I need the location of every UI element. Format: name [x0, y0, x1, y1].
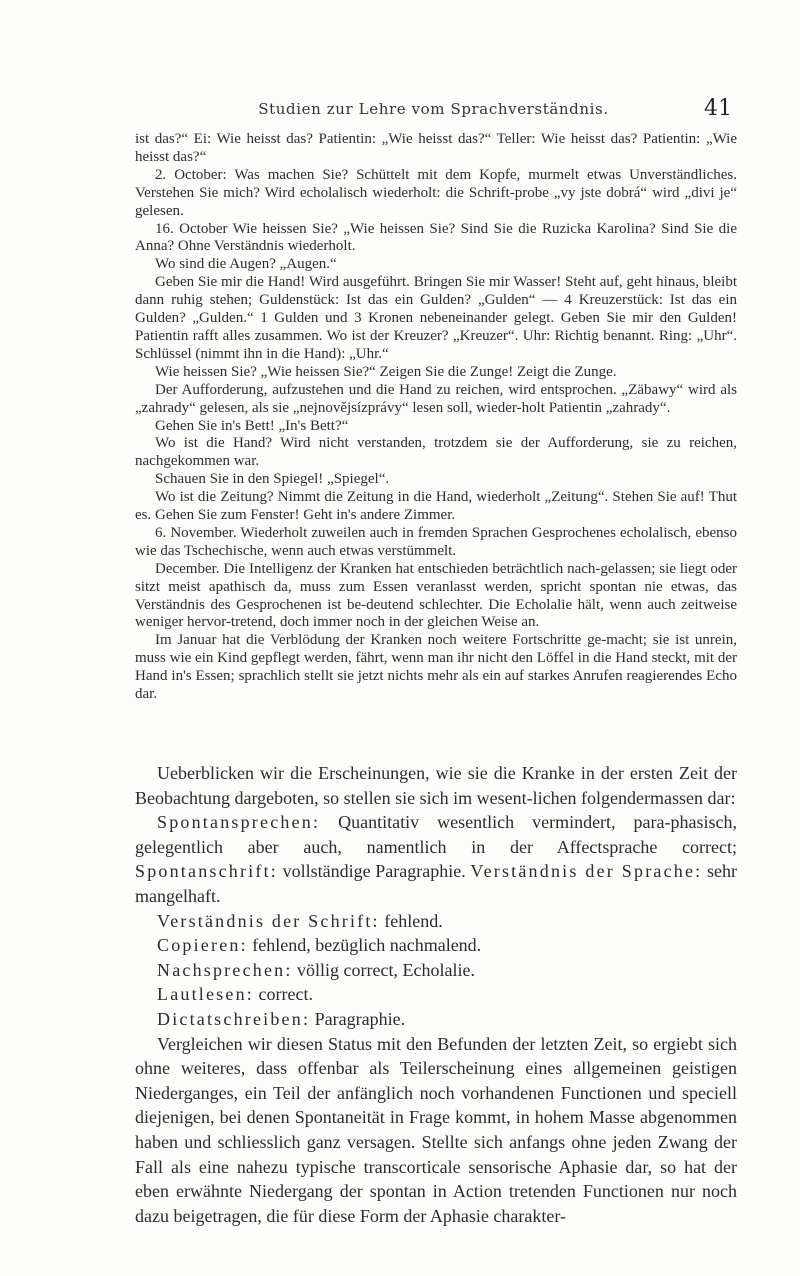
status-term: Nachsprechen:: [157, 959, 293, 980]
status-item: [135, 810, 737, 908]
case-note-paragraph: Im Januar hat die Verblödung der Kranken noch weitere Fortschritte ge-macht; sie ist unrein, muss wie ein Kind gepflegt werden, fährt, wenn man ihr nicht den Löffel in die Hand steckt, mit der Hand in's Essen; sprachlich stellt sie jetzt nichts mehr als ein auf starkes Anrufen reagierendes Echo dar.: [135, 632, 737, 703]
case-notes: [135, 131, 737, 704]
case-note-paragraph: Wo ist die Zeitung? Nimmt die Zeitung in die Hand, wiederholt „Zeitung“. Stehen Sie auf! Thut es. Gehen Sie zum Fenster! Geht in's andere Zimmer.: [135, 489, 737, 524]
status-value: völlig correct, Echolalie.: [297, 959, 475, 980]
status-term: Verständnis der Schrift:: [157, 910, 380, 931]
page-number: 41: [704, 96, 732, 121]
summary-closing: Vergleichen wir diesen Status mit den Befunden der letzten Zeit, so ergiebt sich ohne weiteres, dass offenbar als Teilerscheinung eines allgemeinen geistigen Niederganges, ein Teil der anfänglich noch vorhandenen Functionen und speciell diejenigen, bei denen Spontaneität in Frage kommt, in hohem Masse abgenommen haben und schliesslich ganz versagen. Stellte sich anfangs ohne jeden Zwang der Fall als eine nahezu typische transcorticale sensorische Aphasie dar, so hat der eben erwähnte Niedergang der spontan in Action tretenden Functionen nur noch dazu beigetragen, die für diese Form der Aphasie charakter-: [135, 1033, 737, 1226]
case-note-paragraph: December. Die Intelligenz der Kranken hat entschieden beträchtlich nach-gelassen; sie liegt oder sitzt meist apathisch da, muss zum Essen veranlasst werden, spricht spontan nie etwas, das Verständnis des Gesprochenen ist be-deutend schlechter. Die Echolalie hält, wenn auch zeitweise weniger hervor-tretend, doch immer noch in der gleichen Weise an.: [135, 560, 737, 631]
case-note-paragraph: 6. November. Wiederholt zuweilen auch in fremden Sprachen Gesprochenes echolalisch, ebenso wie das Tschechische, wenn auch etwas verstümmelt.: [135, 524, 737, 559]
status-value: correct.: [258, 984, 313, 1005]
running-head: Studien zur Lehre vom Sprachverständnis.: [258, 100, 609, 118]
status-item: [135, 982, 737, 1007]
status-term: Copieren:: [157, 935, 248, 956]
summary-intro: Ueberblicken wir die Erscheinungen, wie sie die Kranke in der ersten Zeit der Beobachtung dargeboten, so stellen sie sich im wesent-lichen folgendermassen dar:: [135, 763, 737, 808]
status-term: Lautlesen:: [157, 984, 254, 1005]
status-value: sehr mangelhaft.: [135, 861, 738, 906]
case-note-paragraph: Wie heissen Sie? „Wie heissen Sie?“ Zeigen Sie die Zunge! Zeigt die Zunge.: [155, 363, 617, 380]
status-term: Verständnis der Sprache:: [470, 861, 703, 882]
status-item: [135, 1007, 737, 1032]
page-header: [135, 96, 732, 124]
status-term: Spontanschrift:: [135, 861, 278, 882]
status-term: Dictatschreiben:: [157, 1008, 311, 1029]
status-item: [135, 958, 737, 983]
status-value: Quantitativ wesentlich vermindert, para-phasisch, gelegentlich aber auch, namentlich in der Affectsprache correct;: [135, 812, 737, 857]
case-note-paragraph: Geben Sie mir die Hand! Wird ausgeführt. Bringen Sie mir Wasser! Steht auf, geht hinaus, bleibt dann ruhig stehen; Guldenstück: Ist das ein Gulden? „Gulden“ — 4 Kreuzerstück: Ist das ein Gulden? „Gulden.“ 1 Gulden und 3 Kronen nebeneinander gelegt. Geben Sie mir den Gulden! Patientin rafft alles zusammen. Wo ist der Kreuzer? „Kreuzer“. Uhr: Richtig benannt. Ring: „Uhr“. Schlüssel (nimmt ihn in die Hand): „Uhr.“: [135, 274, 737, 362]
case-note-paragraph: Schauen Sie in den Spiegel! „Spiegel“.: [155, 471, 390, 488]
summary-section: [135, 761, 737, 1228]
case-note-paragraph: Wo sind die Augen? „Augen.“: [155, 256, 337, 273]
status-value: fehlend.: [384, 910, 443, 931]
case-note-paragraph: Gehen Sie in's Bett! „In's Bett?“: [155, 417, 349, 434]
status-value: vollständige Paragraphie.: [282, 861, 466, 882]
case-note-paragraph: Wo ist die Hand? Wird nicht verstanden, trotzdem sie der Aufforderung, sie zu reichen, nachgekommen war.: [135, 435, 737, 470]
status-value: fehlend, bezüglich nachmalend.: [252, 935, 482, 956]
case-note-paragraph: Der Aufforderung, aufzustehen und die Hand zu reichen, wird entsprochen. „Zäbawy“ wird als „zahrady“ gelesen, als sie „nejnovějsízprávy“ lesen soll, wieder-holt Patientin „zahrady“.: [135, 381, 737, 416]
case-note-paragraph: ist das?“ Ei: Wie heisst das? Patientin: „Wie heisst das?“ Teller: Wie heisst das? Patientin: „Wie heisst das?“: [135, 131, 737, 165]
status-value: Paragraphie.: [314, 1008, 406, 1029]
case-note-paragraph: 16. October Wie heissen Sie? „Wie heissen Sie? Sind Sie die Ruzicka Karolina? Sind Sie die Anna? Ohne Verständnis wiederholt.: [135, 220, 737, 255]
case-note-paragraph: 2. October: Was machen Sie? Schüttelt mit dem Kopfe, murmelt etwas Unverständliches. Verstehen Sie mich? Wird echolalisch wiederholt: die Schrift-probe „vy jste dobrá“ wird „divi je“ gelesen.: [135, 166, 737, 219]
status-item: [135, 909, 737, 934]
status-item: [135, 933, 737, 958]
status-term: Spontansprechen:: [157, 812, 321, 833]
